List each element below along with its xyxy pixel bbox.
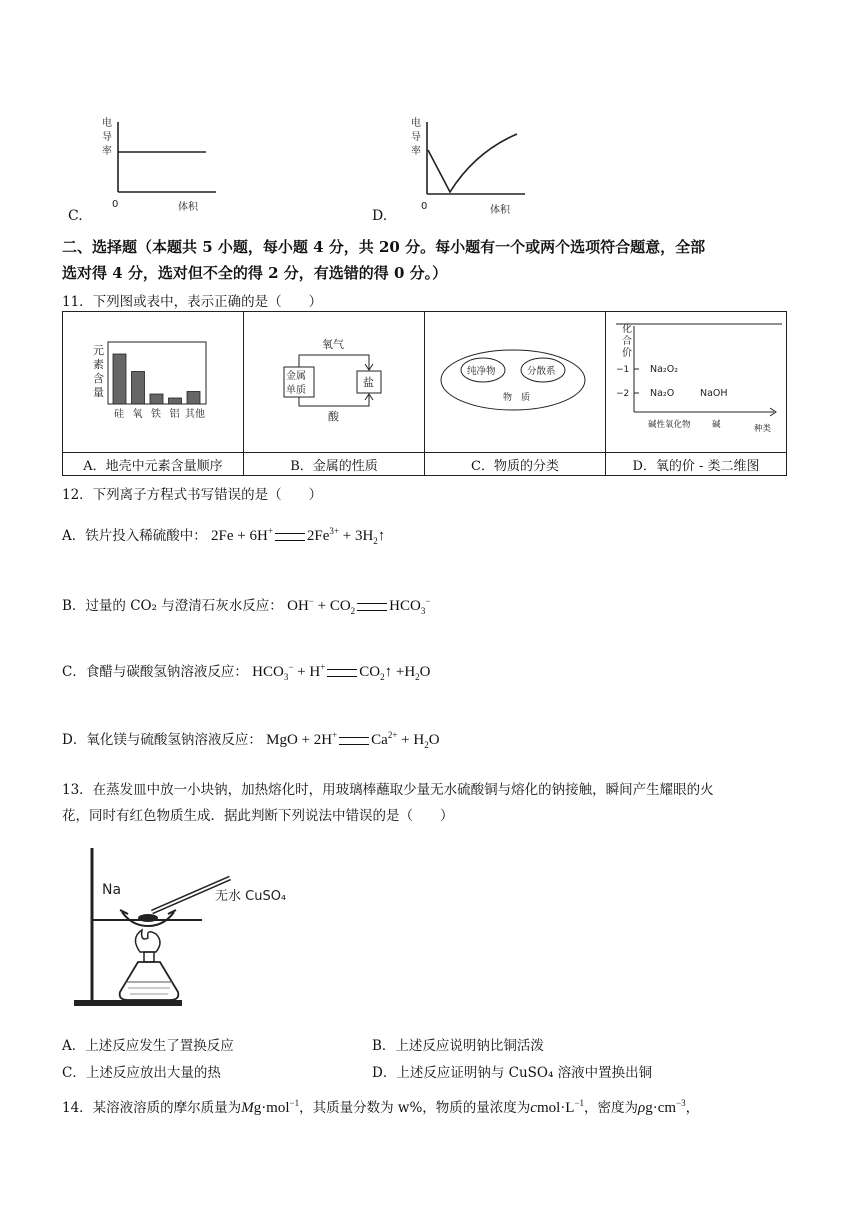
q12-a-text: A．铁片投入稀硫酸中：: [62, 528, 207, 544]
graph-d-svg: [375, 112, 535, 222]
equal-arrow-icon: [275, 533, 305, 541]
q11-cell-a: [63, 312, 244, 453]
q11-a-xlabel: 氧: [132, 409, 143, 420]
q11-d-diagram: [606, 312, 786, 448]
q12-option-c: [62, 660, 431, 682]
graph-c-svg: [66, 112, 226, 222]
q14-stem: 14．某溶液溶质的摩尔质量为Mg·mol$^{-1}$，其质量分数为 w%，物质的量浓度为$cmol\cdot L^{-1}$，密度为$\rho g\cdot cm^{-3}$，: [62, 1098, 700, 1116]
q11-a-ylabel-1: 元: [93, 344, 104, 357]
graph-c-ylabel-3: 率: [102, 146, 112, 157]
graph-c-ylabel-1: 电: [102, 118, 112, 129]
q11-caption-b: B．金属的性质: [244, 453, 425, 476]
q11-d-ylabel-1: 化: [622, 324, 632, 335]
q11-a-xlabel: 其他: [185, 409, 205, 420]
q11-a-bar: [169, 398, 182, 404]
q11-c-inner2: 分散系: [527, 366, 556, 377]
q11-a-ylabel-3: 含: [93, 372, 104, 385]
q11-caption-d: D．氧的价 - 类二维图: [606, 453, 787, 476]
q11-a-xlabel: 硅: [114, 409, 124, 420]
equal-arrow-icon: [339, 737, 369, 745]
graph-d: [375, 112, 535, 226]
q11-cell-b: [244, 312, 425, 453]
q11-d-ylabel-3: 价: [622, 348, 632, 359]
q11-d-na2o: Na₂O: [650, 388, 675, 399]
q12-d-text: D．氧化镁与硫酸氢钠溶液反应：: [62, 732, 262, 748]
graph-c-label: C.: [68, 208, 83, 224]
q11-a-bar: [113, 354, 126, 404]
q13-stem-1: 13．在蒸发皿中放一小块钠，加热熔化时，用玻璃棒蘸取少量无水硫酸铜与熔化的钠接触，瞬间产生耀眼的火: [62, 782, 714, 798]
q11-c-inner1: 纯净物: [467, 366, 496, 377]
graph-d-label: D.: [372, 208, 388, 224]
q11-stem: 11．下列图或表中，表示正确的是（ ）: [62, 294, 323, 310]
graph-d-ylabel-1: 电: [411, 118, 421, 129]
q13-fig-cuso4: 无水 CuSO₄: [215, 889, 287, 904]
q13-option-d: D．上述反应证明钠与 CuSO₄ 溶液中置换出铜: [372, 1065, 653, 1081]
q12-c-text: C．食醋与碳酸氢钠溶液反应：: [62, 664, 248, 680]
q11-c-diagram: [425, 312, 605, 448]
q13-option-c: C．上述反应放出大量的热: [62, 1065, 221, 1081]
q11-d-x1: 碱性氧化物: [648, 420, 691, 430]
q11-d-na2o2: Na₂O₂: [650, 364, 679, 375]
q11-d-tick1: −1: [616, 365, 630, 375]
q11-d-ylabel-2: 合: [622, 336, 632, 347]
q13-option-b: B．上述反应说明钠比铜活泼: [372, 1038, 544, 1054]
q12-d-formula: MgO + 2H+ $Ca^{2+} + H_2O$: [266, 730, 440, 750]
q11-a-bar: [150, 394, 163, 404]
q11-caption-c: C．物质的分类: [425, 453, 606, 476]
graph-c-origin: 0: [112, 199, 119, 210]
q12-b-text: B．过量的 CO₂ 与澄清石灰水反应：: [62, 598, 283, 614]
graph-d-ylabel-2: 导: [411, 132, 421, 143]
q11-a-bar: [132, 372, 145, 405]
q11-a-ylabel-4: 量: [93, 386, 104, 399]
q11-b-top: 氧气: [322, 338, 344, 351]
graph-c-xlabel: 体积: [178, 202, 198, 213]
q12-b-formula: $OH^- + CO_2$ $HCO_3^-$: [287, 596, 431, 616]
q13-apparatus-svg: [70, 842, 290, 1014]
q11-d-naoh: NaOH: [700, 388, 728, 399]
q12-option-d: [62, 728, 440, 750]
q12-option-b: [62, 594, 430, 616]
section2-title2: 选对得 4 分，选对但不全的得 2 分，有选错的得 0 分。）: [62, 264, 448, 282]
q11-a-ylabel-2: 素: [93, 358, 104, 371]
graph-d-origin: 0: [421, 201, 428, 212]
graph-d-ylabel-3: 率: [411, 146, 421, 157]
q12-a-formula: 2Fe + 6H+ $2Fe^{3+}$ + $3H_2↑$: [211, 526, 386, 546]
q11-table: [62, 311, 787, 476]
q11-c-outer: 物 质: [503, 393, 531, 403]
q11-b-bottom: 酸: [328, 410, 339, 423]
q13-option-a: A．上述反应发生了置换反应: [62, 1038, 234, 1054]
equal-arrow-icon: [327, 669, 357, 677]
q11-b-left1: 金属: [286, 371, 306, 382]
graph-d-xlabel: 体积: [490, 205, 510, 216]
graph-c-ylabel-2: 导: [102, 132, 112, 143]
q11-b-diagram: [244, 312, 424, 448]
q12-stem: 12．下列离子方程式书写错误的是（ ）: [62, 487, 323, 503]
section2-title: 二、选择题（本题共 5 小题，每小题 4 分，共 20 分。每小题有一个或两个选项符合题意，全部: [62, 238, 706, 256]
q13-fig-na: Na: [102, 882, 122, 898]
q11-caption-a: A．地壳中元素含量顺序: [63, 453, 244, 476]
q11-b-left2: 单质: [286, 385, 306, 396]
q11-a-bar: [187, 392, 200, 405]
q11-a-bar-chart: [63, 312, 243, 448]
q11-a-xlabel: 铁: [151, 409, 161, 420]
q12-c-formula: $HCO_3^- + H^+$ $CO_2↑ +H_2O$: [252, 662, 431, 682]
q11-d-x2: 碱: [712, 420, 721, 430]
equal-arrow-icon: [357, 603, 387, 611]
q11-cell-d: [606, 312, 787, 453]
q11-b-right: 盐: [363, 376, 374, 389]
q11-d-xlabel: 种类: [754, 424, 772, 434]
q11-d-tick2: −2: [616, 389, 630, 399]
graph-c: [66, 112, 226, 226]
q11-a-xlabel: 铝: [169, 409, 180, 420]
q11-cell-c: [425, 312, 606, 453]
q13-figure: [70, 842, 290, 1018]
q13-stem-2: 花，同时有红色物质生成．据此判断下列说法中错误的是（ ）: [62, 808, 454, 824]
q12-option-a: [62, 524, 385, 546]
